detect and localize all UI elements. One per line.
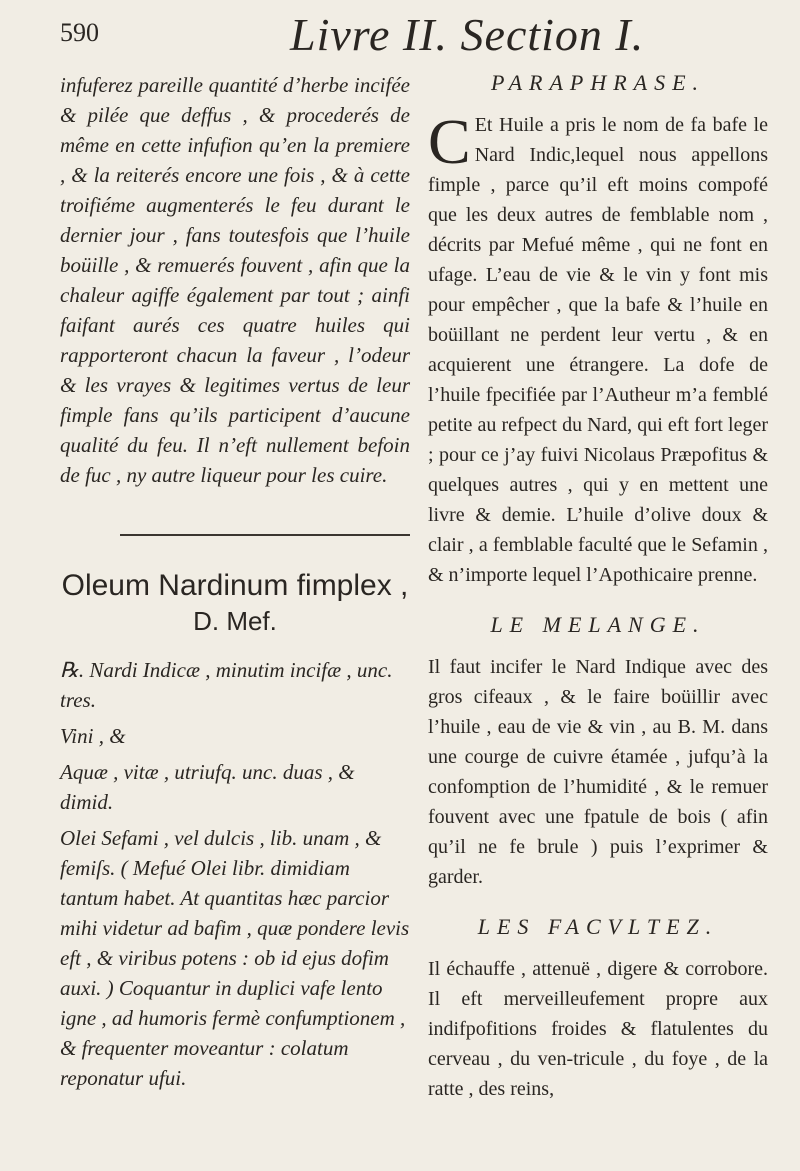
running-title: Livre II. Section I.	[290, 9, 645, 60]
drop-cap: C	[428, 106, 471, 177]
melange-text: Il faut incifer le Nard Indique avec des gros cifeaux , & le faire boüillir avec l’huile , eau de vie & vin , au B. M. dans une courge de cuivre étamée , jufqu’à la confomption de l’humidité , & le remuer fouvent avec une fpatule de bois ( afin qu’il ne fe brule ) puis l’exprimer & garder.	[428, 656, 768, 888]
right-column	[428, 70, 768, 1126]
facultez-text: Il échauffe , attenuë , digere & corrobore. Il eft merveilleufement propre aux indifpofitions froides & flatulentes du cerveau , du ven-tricule , du foye , de la ratte , des reins,	[428, 958, 768, 1100]
recipe-author: D. Mef.	[193, 606, 277, 636]
recipe-line-2: Vini , &	[60, 724, 126, 748]
page-number: 590	[60, 18, 99, 47]
recipe-line-1: ℞. Nardi Indicæ , minutim incifæ , unc. tres.	[60, 658, 393, 712]
facultez-heading: LES FACVLTEZ.	[477, 914, 719, 939]
paraphrase-body: Et Huile a pris le nom de fa bafe le Nard Indic,lequel nous appellons fimple , parce qu’il eft moins compofé que les deux autres de femblable nom , décrits par Mefué même , qui ne font en ufage. L’eau de vie & le vin y font mis pour empêcher , que la bafe & l’huile en boüillant ne perdent leur vertu , & en acquierent une étrangere. La dofe de l’huile fpecifiée par l’Autheur m’a femblé petite au refpect du Nard, qui eft fort leger ; pour ce j’ay fuivi Nicolaus Præpofitus & quelques autres , qui y en mettent une livre & demie. L’huile d’olive doux & clair , a femblable faculté que le Sefamin , & n’importe lequel l’Apothicaire prenne.	[428, 114, 768, 586]
continuation-text: infuferez pareille quantité d’herbe incifée & pilée que deffus , & procederés de même en cette infufion qu’en la premiere , & la reiterés encore une fois , & à cette troifiéme augmenterés le feu durant le dernier jour , fans toutesfois que l’huile boüille , & remuerés fouvent , afin que la chaleur agiffe également par tout ; ainfi faifant aurés ces quatre huiles qui rapporteront chacun la faveur , l’odeur & les vrayes & legitimes vertus de leur fimple fans qu’ils participent d’aucune qualité du feu. Il n’eft nullement befoin de fuc , ny autre liqueur pour les cuire.	[60, 73, 410, 487]
paraphrase-text	[428, 106, 768, 590]
recipe-title: Oleum Nardinum fimplex ,	[61, 569, 409, 602]
section-divider	[120, 534, 410, 536]
recipe-line-3: Aquæ , vitæ , utriufq. unc. duas , & dimid.	[60, 760, 355, 814]
paraphrase-heading: PARAPHRASE.	[490, 70, 706, 95]
melange-heading: LE MELANGE.	[490, 612, 706, 637]
left-column	[60, 70, 410, 1099]
recipe-line-4: Olei Sefami , vel dulcis , lib. unam , & femiſs. ( Mefué Olei libr. dimidiam tantum habet. At quantitas hæc parcior mihi videtur ad bafim , quæ pondere levis eft , & viribus potens : ob id ejus dofim auxi. ) Coquantur in duplici vafe lento igne , ad humoris fermè confumptionem , & frequenter moveantur : colatum reponatur ufui.	[60, 826, 410, 1090]
